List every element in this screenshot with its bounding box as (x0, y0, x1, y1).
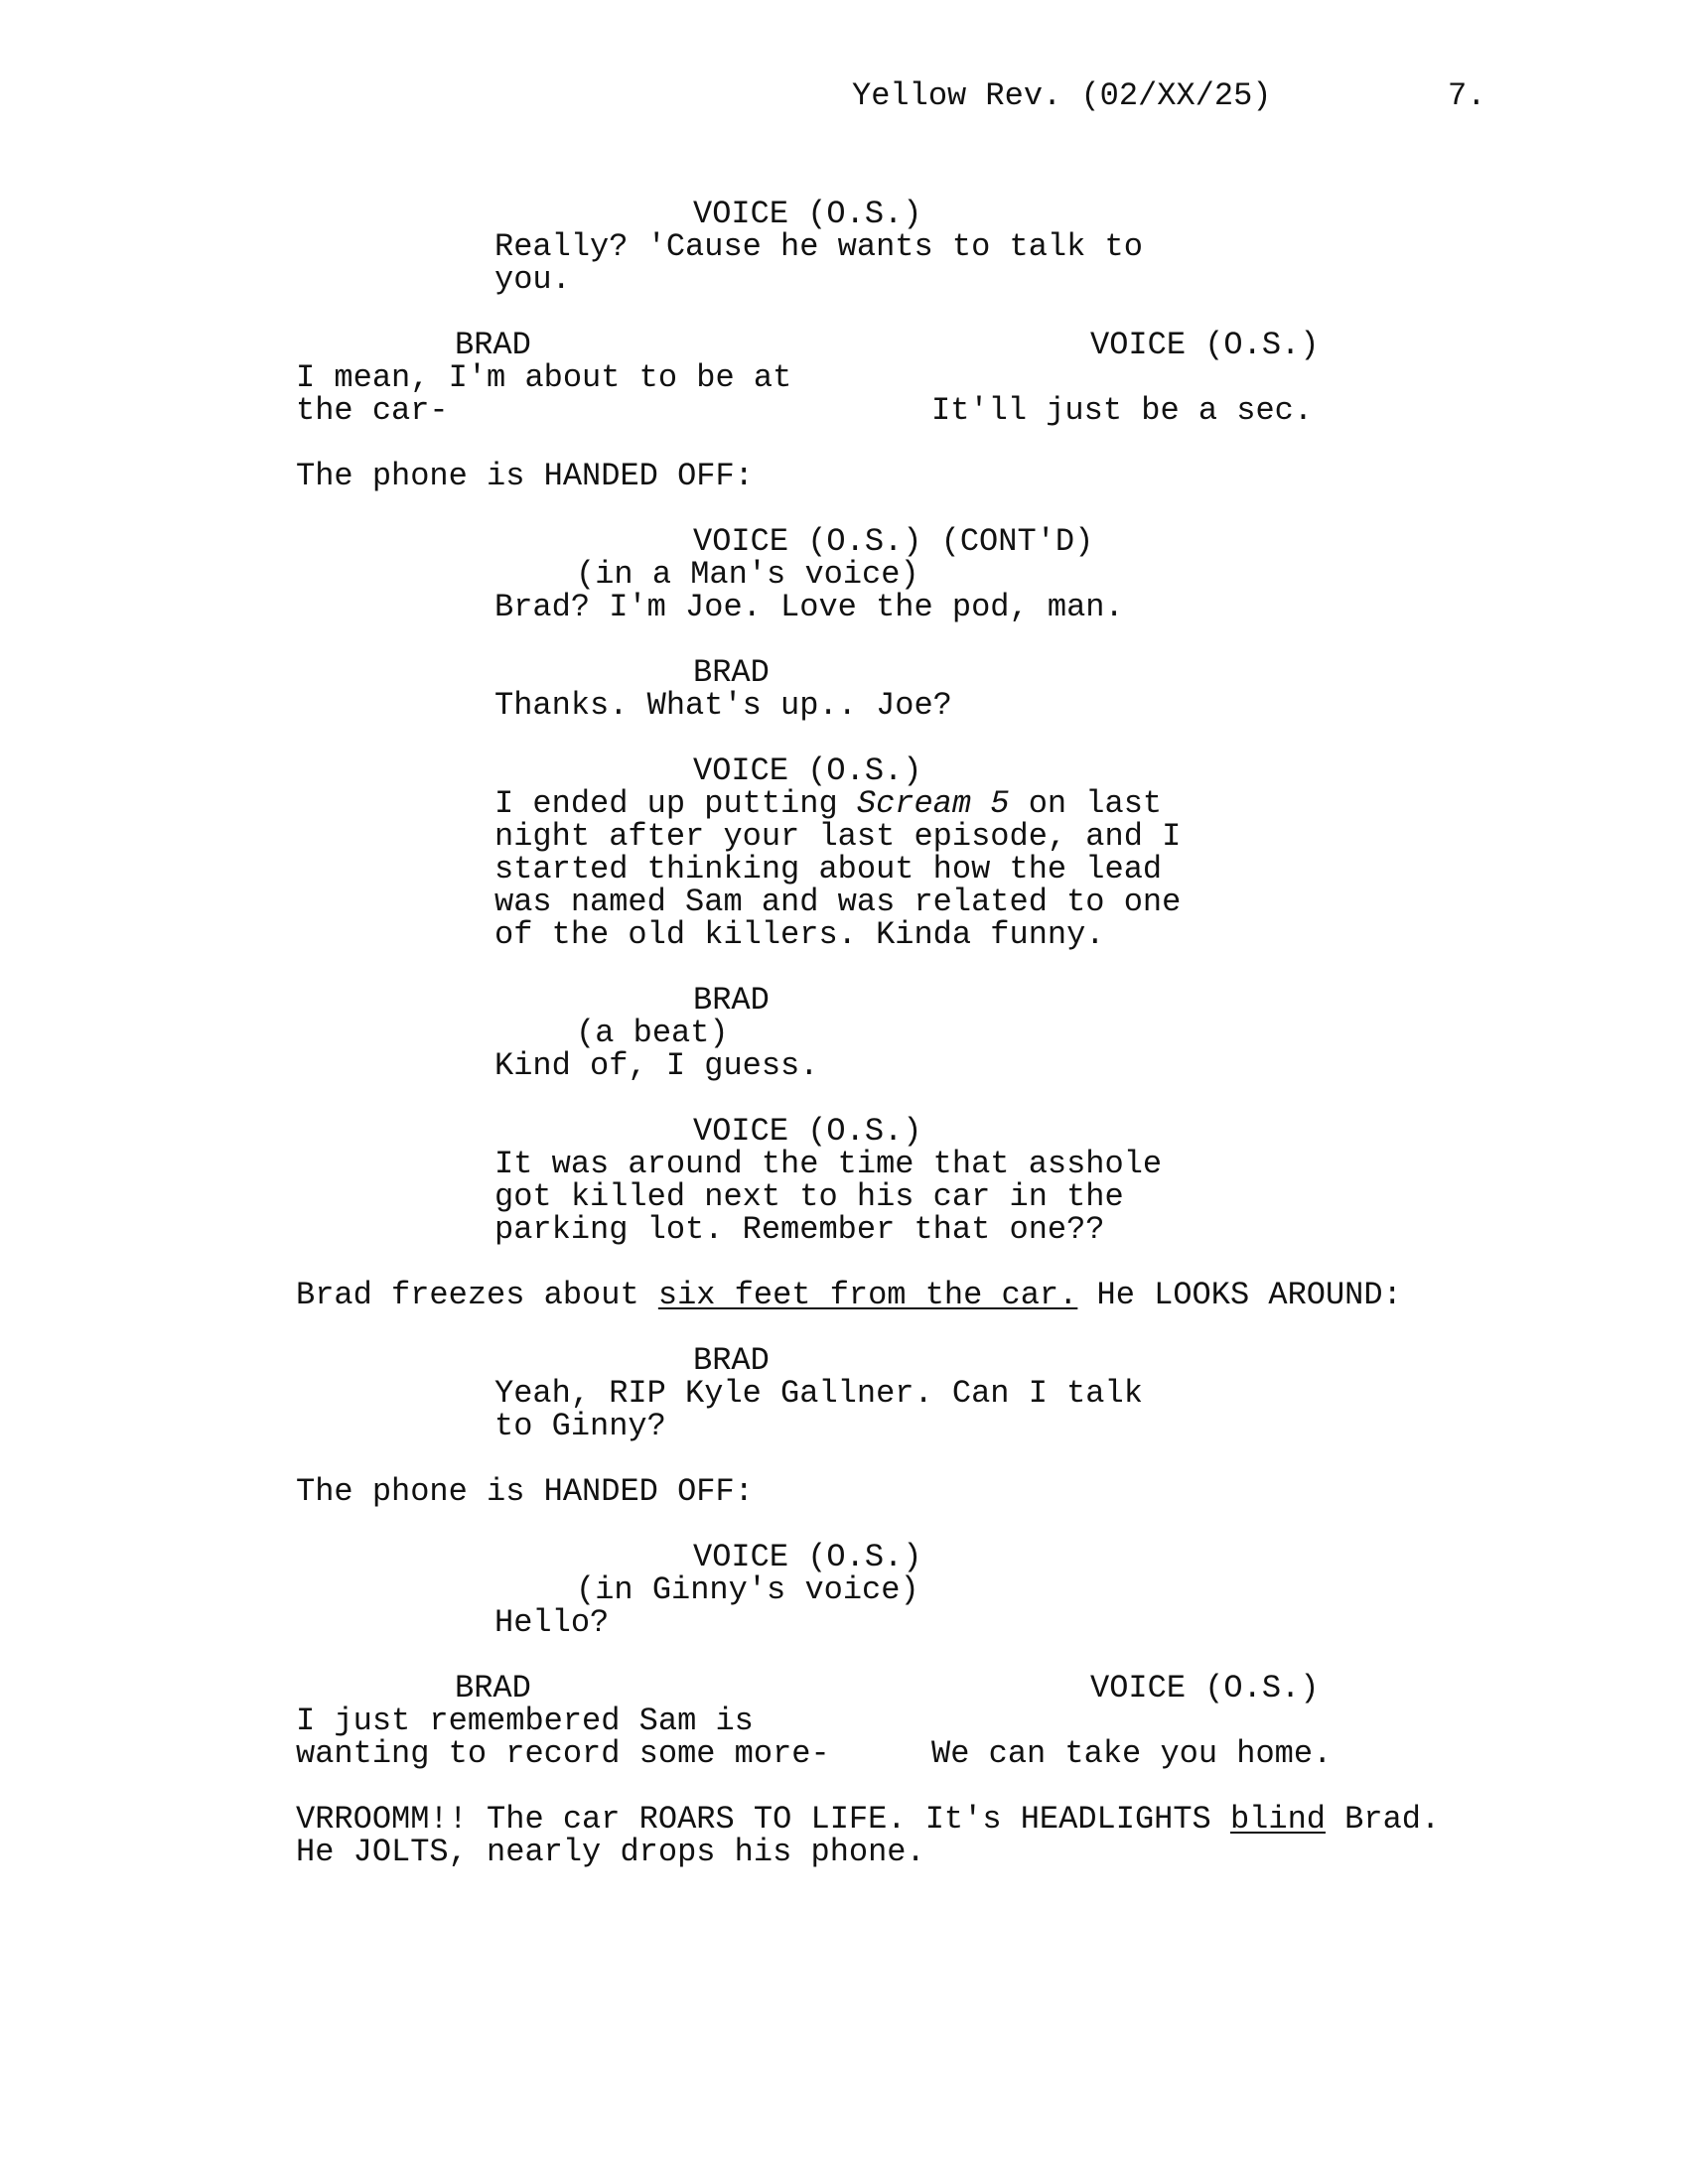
dialogue-line: started thinking about how the lead (494, 851, 1163, 887)
dialogue-line: wanting to record some more- (296, 1735, 830, 1772)
dialogue-line: Thanks. What's up.. Joe? (494, 687, 952, 724)
dialogue-line: got killed next to his car in the (494, 1178, 1124, 1215)
character-name: BRAD (693, 654, 770, 691)
character-name: VOICE (O.S.) (693, 752, 922, 789)
action-line: The phone is HANDED OFF: (296, 1473, 754, 1510)
dialogue-line: of the old killers. Kinda funny. (494, 916, 1105, 953)
film-title: Scream 5 (856, 785, 1010, 822)
character-name: BRAD (693, 1342, 770, 1379)
emphasis-text: six feet from the car. (657, 1277, 1078, 1313)
action-text: Brad. (1325, 1801, 1441, 1838)
page-number: 7. (1448, 77, 1486, 114)
dialogue-line: Yeah, RIP Kyle Gallner. Can I talk (494, 1375, 1143, 1412)
dialogue-line: you. (494, 261, 571, 298)
dialogue-line: Brad? I'm Joe. Love the pod, man. (494, 589, 1124, 625)
dialogue-text: I ended up putting (494, 785, 857, 822)
character-name: VOICE (O.S.) (693, 1539, 922, 1575)
dialogue-line: Hello? (494, 1604, 610, 1641)
dialogue-line: to Ginny? (494, 1408, 666, 1444)
character-name: BRAD (455, 327, 531, 363)
dialogue-text: on last (1009, 785, 1163, 822)
character-name: VOICE (O.S.) (693, 1113, 922, 1150)
action-text: VRROOMM!! The car ROARS TO LIFE. It's HEADLIGHTS (296, 1801, 1230, 1838)
action-text: Brad freezes about (296, 1277, 658, 1313)
dialogue-line: night after your last episode, and I (494, 818, 1182, 855)
dialogue-line: I just remembered Sam is (296, 1703, 754, 1739)
dialogue-line: the car- (296, 392, 449, 429)
character-name: VOICE (O.S.) (1090, 327, 1320, 363)
character-name: VOICE (O.S.) (693, 196, 922, 232)
dialogue-line: was named Sam and was related to one (494, 884, 1182, 920)
dialogue-line: It was around the time that asshole (494, 1146, 1163, 1182)
dialogue-line: Kind of, I guess. (494, 1047, 819, 1084)
parenthetical: (in a Man's voice) (576, 556, 919, 593)
action-text: He LOOKS AROUND: (1077, 1277, 1402, 1313)
action-line: The phone is HANDED OFF: (296, 458, 754, 494)
dialogue-line: I mean, I'm about to be at (296, 359, 792, 396)
parenthetical: (in Ginny's voice) (576, 1571, 919, 1608)
character-name: VOICE (O.S.) (1090, 1670, 1320, 1706)
dialogue-line: We can take you home. (931, 1735, 1333, 1772)
character-name: VOICE (O.S.) (CONT'D) (693, 523, 1094, 560)
action-line (296, 1803, 1440, 1836)
character-name: BRAD (455, 1670, 531, 1706)
dialogue-line: It'll just be a sec. (931, 392, 1314, 429)
dialogue-line: parking lot. Remember that one?? (494, 1211, 1105, 1248)
character-name: BRAD (693, 982, 770, 1019)
parenthetical: (a beat) (576, 1015, 729, 1051)
action-line (296, 1279, 1402, 1311)
dialogue-line: Really? 'Cause he wants to talk to (494, 228, 1143, 265)
emphasis-text: blind (1229, 1801, 1326, 1838)
revision-label: Yellow Rev. (02/XX/25) (852, 77, 1272, 114)
dialogue-line (494, 787, 1162, 820)
action-line: He JOLTS, nearly drops his phone. (296, 1834, 925, 1870)
